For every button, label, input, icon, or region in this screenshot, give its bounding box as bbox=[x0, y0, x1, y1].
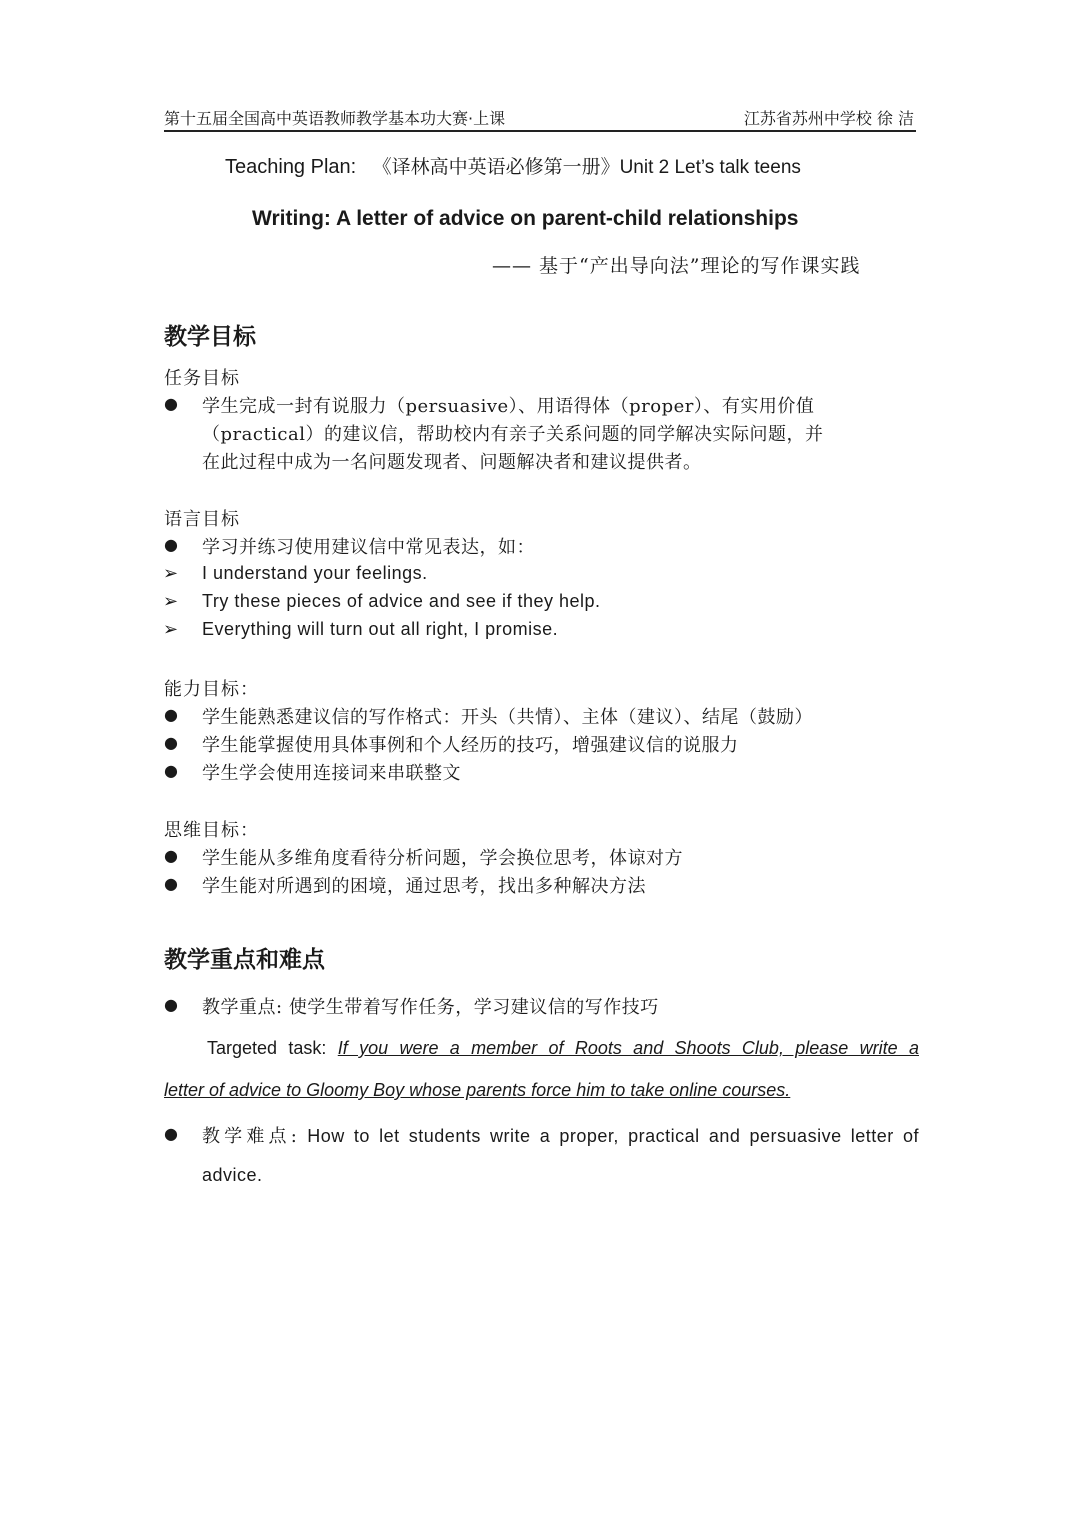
ability-item: 学生能熟悉建议信的写作格式：开头（共情）、主体（建议）、结尾（鼓励） bbox=[202, 707, 813, 728]
targeted-task-line1 bbox=[207, 1038, 919, 1059]
title-prefix: Teaching Plan: bbox=[225, 156, 357, 178]
difficulty-text: How to let students write a proper, practical and persuasive letter of bbox=[307, 1126, 919, 1146]
task-goal-line2: （practical）的建议信，帮助校内有亲子关系问题的同学解决实际问题，并 bbox=[202, 424, 824, 445]
thinking-goal-label: 思维目标： bbox=[164, 820, 259, 841]
title-line bbox=[225, 152, 801, 179]
unit-name: Unit 2 Let’s talk teens bbox=[619, 157, 801, 178]
task-goal-line3: 在此过程中成为一名问题发现者、问题解决者和建议提供者。 bbox=[202, 452, 702, 473]
ability-goal-label: 能力目标： bbox=[164, 679, 259, 700]
bullet-icon: ● bbox=[164, 1124, 178, 1143]
focus-line bbox=[202, 993, 659, 1019]
bullet-icon: ● bbox=[164, 705, 178, 724]
main-title: Writing: A letter of advice on parent-child relationships bbox=[252, 207, 799, 230]
expression-item: Try these pieces of advice and see if they help. bbox=[202, 591, 601, 611]
book-name: 《译林高中英语必修第一册》 bbox=[372, 156, 620, 178]
header-right: 江苏省苏州中学校 徐 洁 bbox=[743, 109, 914, 128]
difficulty-label: 教学难点: bbox=[202, 1126, 298, 1147]
bullet-icon: ● bbox=[164, 733, 178, 752]
task-text-part1: If you were a member of Roots and Shoots Club, please write a bbox=[337, 1038, 919, 1058]
bullet-icon: ● bbox=[164, 535, 178, 554]
bullet-icon: ● bbox=[164, 761, 178, 780]
section-heading-objectives: 教学目标 bbox=[164, 323, 256, 350]
focus-label: 教学重点: bbox=[202, 997, 283, 1018]
arrow-bullet-icon: ➢ bbox=[163, 619, 179, 640]
ability-item: 学生学会使用连接词来串联整文 bbox=[202, 763, 461, 784]
header-rule bbox=[164, 130, 916, 132]
language-goal-label: 语言目标 bbox=[164, 509, 240, 530]
task-goal-label: 任务目标 bbox=[164, 368, 240, 389]
subtitle: —— 基于“产出导向法”理论的写作课实践 bbox=[492, 255, 861, 277]
focus-text: 使学生带着写作任务，学习建议信的写作技巧 bbox=[288, 997, 659, 1018]
header-left: 第十五届全国高中英语教师教学基本功大赛·上课 bbox=[164, 109, 506, 128]
thinking-item: 学生能对所遇到的困境，通过思考，找出多种解决方法 bbox=[202, 876, 646, 897]
bullet-icon: ● bbox=[164, 846, 178, 865]
expression-item: Everything will turn out all right, I promise. bbox=[202, 619, 559, 639]
section-heading-key-points: 教学重点和难点 bbox=[164, 946, 325, 973]
difficulty-line2: advice. bbox=[202, 1165, 263, 1185]
language-goal-intro: 学习并练习使用建议信中常见表达，如： bbox=[202, 537, 535, 558]
difficulty-line bbox=[202, 1122, 919, 1148]
targeted-task-line2: letter of advice to Gloomy Boy whose parents force him to take online courses. bbox=[164, 1080, 791, 1100]
bullet-icon: ● bbox=[164, 995, 178, 1014]
thinking-item: 学生能从多维角度看待分析问题，学会换位思考，体谅对方 bbox=[202, 848, 683, 869]
arrow-bullet-icon: ➢ bbox=[163, 591, 179, 612]
bullet-icon: ● bbox=[164, 394, 178, 413]
bullet-icon: ● bbox=[164, 874, 178, 893]
task-goal-line1: 学生完成一封有说服力（persuasive）、用语得体（proper）、有实用价值 bbox=[202, 396, 815, 417]
task-label: Targeted task: bbox=[207, 1038, 327, 1058]
ability-item: 学生能掌握使用具体事例和个人经历的技巧，增强建议信的说服力 bbox=[202, 735, 739, 756]
arrow-bullet-icon: ➢ bbox=[163, 563, 179, 584]
expression-item: I understand your feelings. bbox=[202, 563, 428, 583]
